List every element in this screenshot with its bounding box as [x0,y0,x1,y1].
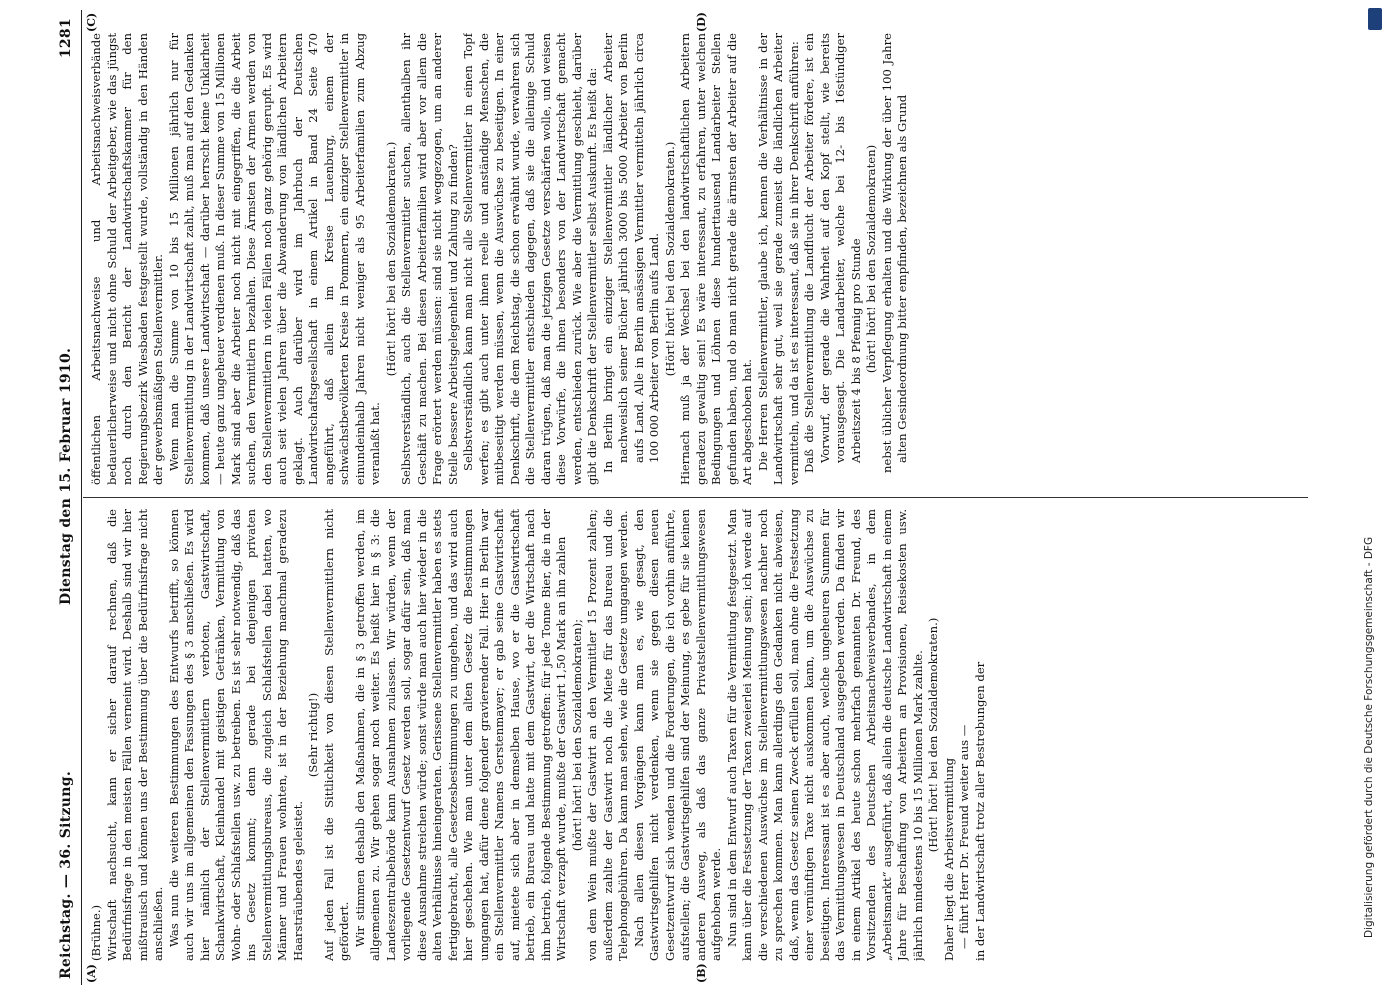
paragraph: — führt Herr Dr. Freund weiter aus — [957,724,971,949]
dfg-logo [1368,8,1382,30]
paragraph: Wirtschaft nachsucht, kann er sicher darauf rechnen, daß die Bedürfnisfrage in den meisten Fällen verneint wird. Deshalb sind wir hier mißtrauisch und können uns der Bestimmung über die Bedürfnisfrage nicht anschließen. [104,509,165,961]
paragraph: öffentlichen Arbeitsnachweise und Arbeitsnachweisverbände bedauerlicherweise und nicht ohne Schuld der Arbeitgeber, wie das jüngst noch durch den Bericht der Landwirtschaftskammer für den Regierungsbezirk Wiesbaden festgestellt wurde, vollständig in den Händen der gewerbsmäßigen Stellenvermittler. [89,33,165,485]
paragraph: Nun sind in dem Entwurf auch Taxen für die Vermittlung festgesetzt. Man kann über die Festsetzung der Taxen zweierlei Meinung sein; ich werde auf die verschiedenen Auswüchse im Stellenvermittlungswesen nachher noch zu sprechen kommen. Man kann allerdings den Gedanken nicht abweisen, daß, wenn das Gesetz seinen Zweck erfüllen soll, man ohne die Festsetzung einer vernünftigen Taxe nicht auskommen kann, um die Auswüchse zu beseitigen. Interessant ist es aber auch, welche ungeheuren Summen für das Vermittlungswesen in Deutschland ausgegeben werden. Da finden wir in einem Artikel des heute schon mehrfach genannten Dr. Freund, des Vorsitzenden des Deutschen Arbeitsnachweisverbandes, in dem „Arbeitsmarkt“ ausgeführt, daß allein die deutsche Landwirtschaft in einem Jahre für Beschaffung von Arbeitern an Provisionen, Reisekosten usw. jährlich mindestens 10 bis 15 Millionen Mark zahlte. [724,509,925,961]
margin-mark-d: (D) [695,12,708,32]
header-rule [81,10,82,985]
left-text-column [89,509,1304,961]
paragraph: Was nun die weiteren Bestimmungen des Entwurfs betrifft, so können auch wir uns im allgemeinen den Fassungen des § 3 anschließen. Es wird hier nämlich der Stellenvermittlern verboten, Gastwirtschaft, Schankwirtschaft, Kleinhandel mit geistigen Getränken, Vermittlung von Wohn- oder Schlafstellen usw. zu betreiben. Es ist sehr notwendig, daß das ins Gesetz kommt; denn gerade bei denjenigen privaten Stellenvermittlungsbureaus, die zugleich Schlafstellen dabei hatten, wo Männer und Frauen wohnten, ist in der Beziehung manchmal geradezu Haarsträubendes geleistet. [166,509,305,961]
margin-mark-c: (C) [85,12,98,32]
paragraph: Daher liegt die Arbeitsvermittlung [941,757,956,961]
paragraph: Wir stimmen deshalb den Maßnahmen, die in § 3 getroffen werden, im allgemeinen zu. Wir gehen sogar noch weiter. Es heißt hier in § 3: die Landeszentralbehörde kann Ausnahmen zulassen. Wir würden, wenn der vorliegende Gesetzentwurf Gesetz werden soll, sogar dafür sein, daß man diese Ausnahme streichen würde; sonst würde man auch hier wieder in die alten Verhältnisse hineingeraten. Gerissene Stellenvermittler haben es stets fertiggebracht, alle Gesetzesbestimmungen zu umgehen, und das wird auch hier geschehen. Wie man unter dem alten Gesetz die Bestimmungen umgangen hat, dafür diene folgender gravierender Fall. Hier in Berlin war ein Stellenvermittler Namens Gerstenmayer; er gab seine Gastwirtschaft auf, mietete sich aber in demselben Hause, wo er die Gastwirtschaft betrieb, ein Bureau und hatte mit dem Gastwirt, der die Wirtschaft nach ihm betrieb, folgende Bestimmung getroffen: für jede Tonne Bier, die in der Wirtschaft verzapft wurde, mußte der Gastwirt 1,50 Mark an ihn zahlen [352,509,568,961]
header-left: Reichstag. — 36. Sitzung. [58,771,74,979]
paragraph: In Berlin bringt ein einziger Stellenvermittler ländlicher Arbeiter nachweislich seiner Bücher jährlich 3000 bis 5000 Arbeiter von Berlin aufs Land. Alle in Berlin ansässigen Vermittler vermitteln jährlich circa 100 000 Arbeiter von Berlin aufs Land. [600,33,661,473]
page-number: 1281 [58,18,74,59]
paragraph: (hört! hört! bei den Sozialdemokraten) [864,144,878,374]
dfg-notice-text: Digitalisierung gefördert durch die Deutsche Forschungsgemeinschaft - DFG [1363,536,1375,938]
paragraph: (Hört! hört! bei den Sozialdemokraten.) [383,141,398,377]
paragraph: Hiernach muß ja der Wechsel bei den landwirtschaftlichen Arbeitern geradezu gewaltig sein! Es wäre interessant, zu erfahren, unter welchen Bedingungen und Löhnen diese hunderttausend Landarbeiter Stellen gefunden haben, und ob man nicht gerade die ärmsten der Arbeiter auf die Art abgeschoben hat. [678,33,754,485]
right-text-column [89,33,1304,485]
paragraph: Daß die Stellenvermittlung die Landflucht der Arbeiter fördere, ist ein Vorwurf, der gerade die Wahrheit auf den Kopf stellt, wie bereits vorausgesagt. Die Landarbeiter, welche bei 12- bis 16stündiger Arbeitszeit 4 bis 8 Pfennig pro Stunde [802,33,863,473]
paragraph: Auf jeden Fall ist die Sittlichkeit von diesen Stellenvermittlern nicht gefördert. [321,509,351,961]
paragraph: (hört! hört! bei den Sozialdemokraten); [569,618,584,852]
column-divider [83,497,1308,498]
rotated-page [55,10,1315,985]
paragraph: (Sehr richtig!) [306,692,320,778]
paragraph: Wenn man die Summe von 10 bis 15 Millionen jährlich nur für Stellenvermittlung in der Landwirtschaft zahlt, muß man auf den Gedanken kommen, daß unsere Landwirtschaft — darüber herrscht keine Unklarheit — heute ganz ungeheuer verdienen muß. In dieser Summe von 15 Millionen Mark sind aber die Arbeiter noch nicht mit eingegriffen, die die Arbeit suchen, den Vermittlern bezahlen. Diese Ärmsten der Armen werden von den Stellenvermittlern in vielen Fällen noch ganz gehörig gerupft. Es wird auch seit vielen Jahren über die Abwanderung von ländlichen Arbeitern geklagt. Auch darüber wird im Jahrbuch der Deutschen Landwirtschaftsgesellschaft in einem Artikel in Band 24 Seite 470 angeführt, daß allein im Kreise Lauenburg, einem der schwächstbevölkerten Kreise in Pommern, ein einziger Stellenvermittler in einundeinhalb Jahren nicht weniger als 95 Arbeiterfamilien zum Abzug veranlaßt hat. [166,33,382,485]
paragraph: (Hört! hört! bei den Sozialdemokraten.) [926,617,940,853]
paragraph: (Brühne.) [89,904,103,961]
digitization-notice [1359,8,1383,998]
paragraph: von dem Wein mußte der Gastwirt an den Vermittler 15 Prozent zahlen; außerdem zahlte der Gastwirt noch die Miete für das Bureau und die Telephongebühren. Da kann man sehen, wie die Gesetze umgangen werden. [585,509,630,961]
paragraph: (Hört! hört! bei den Sozialdemokraten.) [662,141,677,377]
page-header [55,10,81,985]
paragraph: Selbstverständlich, auch die Stellenvermittler suchen, allenthalben ihr Geschäft zu machen. Bei diesen Arbeiterfamilien wird aber vor allem die Frage erörtert werden müssen: sind sie nicht weggezogen, um an anderer Stelle bessere Arbeitsgelegenheit und Zahlung zu finden? [399,33,460,485]
paragraph: nebst üblicher Verpflegung erhalten und die Wirkung der über 100 Jahre alten Gesindeordnung bitter empfinden, bezeichnen als Grund [879,33,909,473]
paragraph: Selbstverständlich kann man nicht alle Stellenvermittler in einen Topf werfen; es gibt auch unter ihnen reelle und anständige Menschen, die mitbeseitigt werden müssen, wenn die Auswüchse zu beseitigen. In einer Denkschrift, die dem Reichstag, die schon erwähnt wurde, verwahren sich die Stellenvermittler entschieden dagegen, daß sie die alleinige Schuld daran trügen, daß man die jetzigen Gesetze verschärfen wolle, und weisen diese Vorwürfe, die ihnen besonders von der Landwirtschaft gemacht werden, entschieden zurück. Wie aber die Vermittlung geschieht, darüber gibt die Denkschrift der Stellenvermittler selbst Auskunft. Es heißt da: [461,33,599,485]
margin-mark-a: (A) [85,964,98,983]
margin-mark-b: (B) [695,963,708,983]
paragraph: Nach allen diesen Vorgängen kann man es, wie gesagt, den Gastwirtsgehilfen nicht verdenken, wenn sie gegen diesen neuen Gesetzentwurf sich wenden und die Forderungen, die ich vorhin anführte, aufstellen; die Gastwirtsgehilfen sind der Meinung, es gebe für sie keinen anderen Ausweg, als daß das ganze Privatstellenvermittlungswesen aufgehoben werde. [631,509,723,961]
header-date: Dienstag den 15. Februar 1910. [58,347,74,605]
paragraph: Die Herren Stellenvermittler, glaube ich, kennen die Verhältnisse in der Landwirtschaft sehr gut, weil sie gerade zumeist die ländlichen Arbeiter vermitteln, und da ist es interessant, daß sie in ihrer Denkschrift anführen: [755,33,801,485]
paragraph: in der Landwirtschaft trotz aller Bestrebungen der [972,661,987,961]
